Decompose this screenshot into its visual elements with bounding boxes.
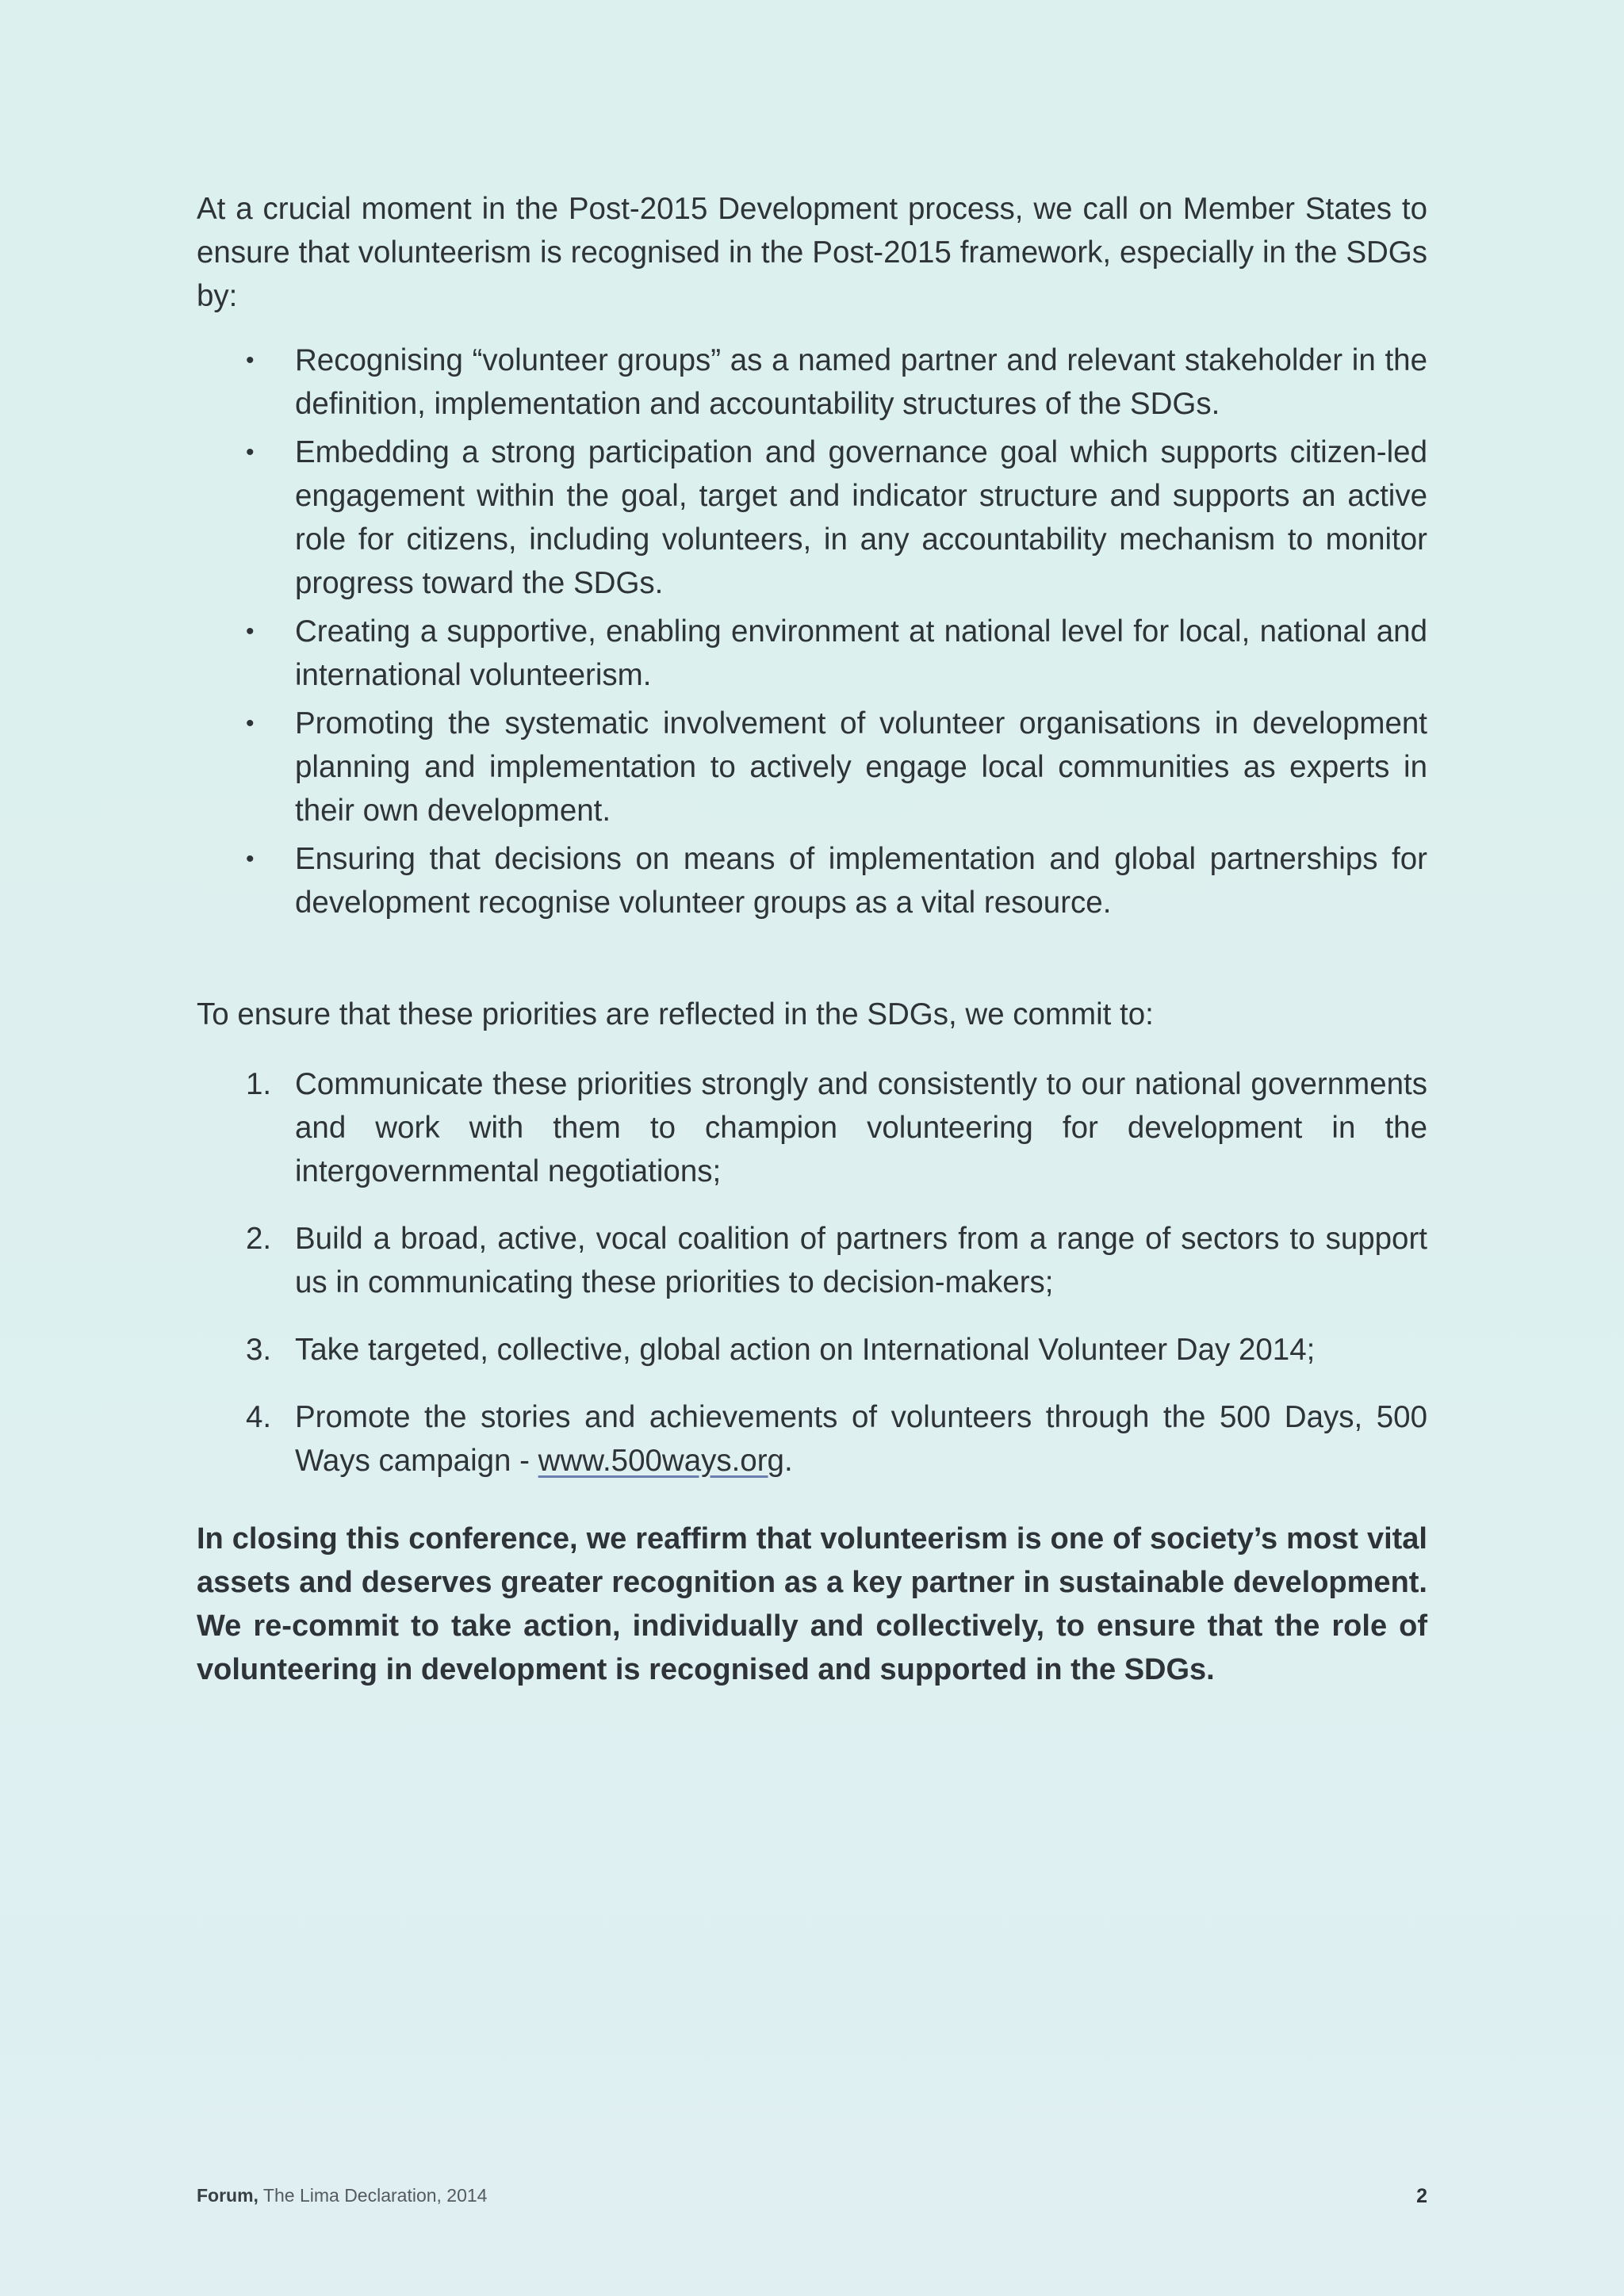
list-item <box>246 610 1427 697</box>
list-item <box>246 702 1427 832</box>
list-item <box>246 1062 1427 1193</box>
list-item <box>246 430 1427 605</box>
list-item-text: Recognising “volunteer groups” as a named partner and relevant stakeholder in the definition, implementation and accountability structures of the SDGs. <box>295 343 1427 421</box>
commitments-intro: To ensure that these priorities are reflected in the SDGs, we commit to: <box>197 997 1154 1031</box>
list-number: 2. <box>246 1222 272 1256</box>
bullet-icon: • <box>246 618 255 645</box>
footer-document-title: The Lima Declaration, 2014 <box>258 2185 488 2206</box>
bullet-icon: • <box>246 439 255 465</box>
page-footer <box>197 2185 1427 2206</box>
page-number: 2 <box>1416 2185 1427 2207</box>
list-item-text: Creating a supportive, enabling environment at national level for local, national and international volunteerism. <box>295 614 1427 692</box>
list-item-text: Embedding a strong participation and governance goal which supports citizen-led engagement within the goal, target and indicator structure and supports an active role for citizens, including volunteers, in any accountability mechanism to monitor progress toward the SDGs. <box>295 435 1427 600</box>
list-number: 1. <box>246 1067 272 1101</box>
footer-forum: Forum, <box>197 2185 259 2206</box>
document-page <box>197 187 1427 1692</box>
list-item <box>246 1328 1427 1372</box>
intro-paragraph: At a crucial moment in the Post-2015 Development process, we call on Member States to ensure that volunteerism is recognised in the Post-2015 framework, especially in the SDGs by: <box>197 192 1427 313</box>
list-item-text: Build a broad, active, vocal coalition of partners from a range of sectors to support us in communicating these priorities to decision-makers; <box>295 1222 1427 1299</box>
list-item-text: Promote the stories and achievements of volunteers through the 500 Days, 500 Ways campaign - <box>295 1400 1427 1478</box>
list-item <box>246 1395 1427 1483</box>
list-item-text: Take targeted, collective, global action on International Volunteer Day 2014; <box>295 1333 1316 1367</box>
priorities-list <box>197 339 1427 924</box>
list-item-text: Communicate these priorities strongly and consistently to our national governments and work with them to champion volunteering for development in the intergovernmental negotiations; <box>295 1067 1427 1188</box>
list-item <box>246 339 1427 426</box>
commitments-list <box>197 1062 1427 1483</box>
bullet-icon: • <box>246 347 255 373</box>
list-item <box>246 837 1427 924</box>
bullet-icon: • <box>246 846 255 872</box>
campaign-link[interactable]: www.500ways.org <box>538 1444 784 1478</box>
list-number: 3. <box>246 1333 272 1367</box>
list-item <box>246 1217 1427 1304</box>
bullet-icon: • <box>246 710 255 737</box>
list-item-text-end: . <box>783 1444 793 1478</box>
list-item-text: Ensuring that decisions on means of implementation and global partnerships for development recognise volunteer groups as a vital resource. <box>295 842 1427 920</box>
list-item-text: Promoting the systematic involvement of volunteer organisations in development planning and implementation to actively engage local communities as experts in their own development. <box>295 706 1427 828</box>
closing-statement: In closing this conference, we reaffirm that volunteerism is one of society’s most vital assets and deserves greater recognition as a key partner in sustainable development. We re-commit to take action, individually and collectively, to ensure that the role of volunteering in development is recognised and supported in the SDGs. <box>197 1522 1427 1686</box>
list-number: 4. <box>246 1400 272 1434</box>
